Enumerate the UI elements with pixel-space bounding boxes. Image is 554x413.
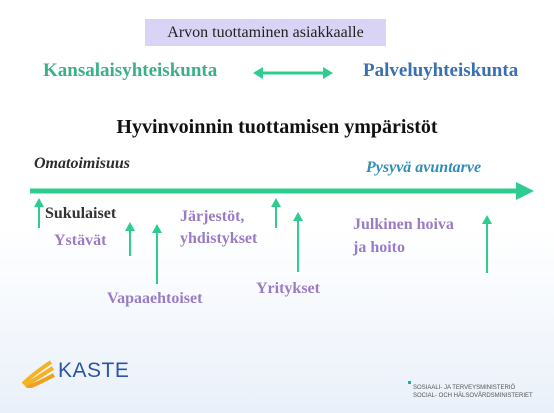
axis-end-label: Pysyvä avuntarve bbox=[366, 159, 482, 176]
provider-jarjestot-line1: Järjestöt, bbox=[180, 208, 245, 225]
ministry-name-sv: SOCIAL- OCH HÄLSOVÅRDSMINISTERIET bbox=[413, 393, 533, 399]
timeline-arrow bbox=[30, 181, 534, 201]
civil-society-heading: Kansalaisyhteiskunta bbox=[43, 60, 218, 81]
provider-jarjestot-line2: yhdistykset bbox=[180, 230, 258, 247]
provider-julkinen-line1: Julkinen hoiva bbox=[353, 216, 454, 233]
ministry-name bbox=[413, 384, 533, 400]
up-arrow-sukulaiset bbox=[33, 198, 45, 228]
provider-ystavat: Ystävät bbox=[54, 232, 107, 249]
up-arrow-vapaaehtoiset bbox=[151, 224, 163, 284]
axis-start-label: Omatoimisuus bbox=[34, 155, 131, 172]
up-arrow-jarjestot bbox=[270, 198, 282, 228]
up-arrow-yritykset bbox=[292, 212, 304, 272]
service-society-heading: Palveluyhteiskunta bbox=[363, 60, 519, 81]
up-arrow-julkinen bbox=[481, 215, 493, 273]
provider-yritykset: Yritykset bbox=[256, 280, 320, 297]
ministry-name-fi: SOSIAALI- JA TERVEYSMINISTERIÖ bbox=[413, 385, 516, 391]
up-arrow-ystavat bbox=[124, 222, 136, 256]
double-arrow-icon bbox=[253, 66, 333, 80]
ministry-logo-icon bbox=[408, 381, 411, 384]
provider-sukulaiset: Sukulaiset bbox=[45, 205, 117, 222]
kaste-logo-text: KASTE bbox=[58, 359, 130, 382]
provider-julkinen-line2: ja hoito bbox=[353, 239, 405, 256]
kaste-logo-icon bbox=[21, 358, 55, 388]
provider-vapaaehtoiset: Vapaaehtoiset bbox=[107, 290, 203, 307]
main-title: Hyvinvoinnin tuottamisen ympäristöt bbox=[116, 116, 438, 138]
value-creation-title: Arvon tuottaminen asiakkaalle bbox=[145, 19, 386, 46]
